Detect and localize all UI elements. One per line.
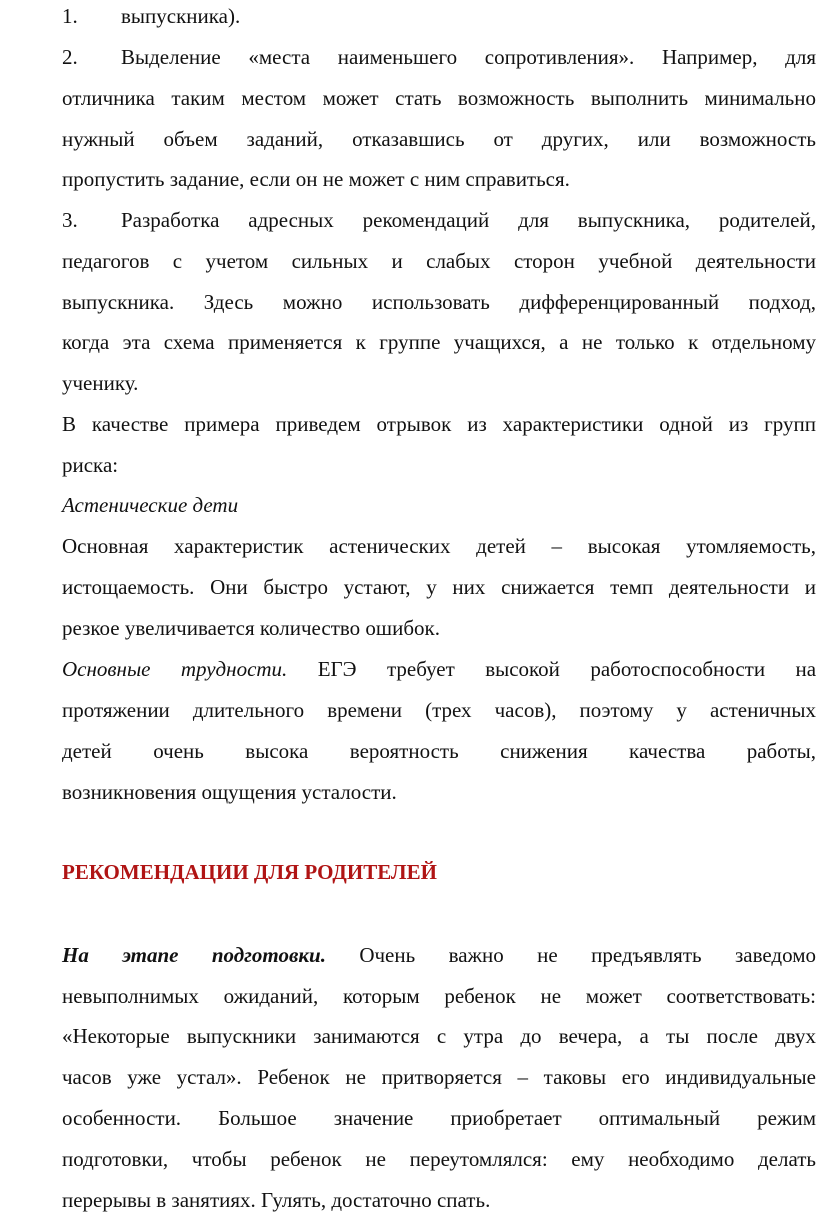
preparation-first-line (62, 942, 816, 968)
paragraph-line: невыполнимых ожиданий, которым ребенок не может соответствовать: (62, 984, 816, 1008)
paragraph-line: подготовки, чтобы ребенок не переутомлялся: ему необходимо делать (62, 1147, 816, 1171)
paragraph-line: истощаемость. Они быстро устают, у них снижается темп деятельности и (62, 575, 816, 599)
paragraph-line: выпускника. Здесь можно использовать дифференцированный подход, (62, 290, 816, 314)
list-item-1 (62, 3, 816, 29)
list-text: выпускника). (121, 4, 241, 28)
paragraph-line: «Некоторые выпускники занимаются с утра до вечера, а ты после двух (62, 1024, 816, 1048)
list-text: Выделение «места наименьшего сопротивления». Например, для (121, 45, 816, 69)
paragraph-line: пропустить задание, если он не может с ним справиться. (62, 167, 570, 191)
paragraph-line: Основная характеристик астенических детей – высокая утомляемость, (62, 534, 816, 558)
paragraph-line: В качестве примера приведем отрывок из характеристики одной из групп (62, 412, 816, 436)
paragraph-line: протяжении длительного времени (трех часов), поэтому у астеничных (62, 698, 816, 722)
difficulties-text: ЕГЭ требует высокой работоспособности на (317, 657, 816, 681)
paragraph-line: педагогов с учетом сильных и слабых сторон учебной деятельности (62, 249, 816, 273)
paragraph-line: когда эта схема применяется к группе учащихся, а не только к отдельному (62, 330, 816, 354)
difficulties-label: Основные трудности. (62, 657, 288, 681)
list-item-3 (62, 207, 816, 233)
list-number: 2. (62, 45, 78, 69)
preparation-text: Очень важно не предъявлять заведомо (359, 943, 816, 967)
section-subtitle: Астенические дети (62, 493, 239, 517)
paragraph-line: ученику. (62, 371, 139, 395)
list-text: Разработка адресных рекомендаций для выпускника, родителей, (121, 208, 816, 232)
paragraph-line: нужный объем заданий, отказавшись от других, или возможность (62, 127, 816, 151)
paragraph-line: детей очень высока вероятность снижения качества работы, (62, 739, 816, 763)
list-number: 3. (62, 208, 78, 232)
paragraph-line: особенности. Большое значение приобретает оптимальный режим (62, 1106, 816, 1130)
list-number: 1. (62, 4, 78, 28)
paragraph-line: риска: (62, 453, 119, 477)
paragraph-line: часов уже устал». Ребенок не притворяется – таковы его индивидуальные (62, 1065, 816, 1089)
section-heading: РЕКОМЕНДАЦИИ ДЛЯ РОДИТЕЛЕЙ (62, 860, 437, 884)
list-item-2 (62, 44, 816, 70)
difficulties-first-line (62, 656, 816, 682)
preparation-label: На этапе подготовки. (62, 943, 326, 967)
paragraph-line: отличника таким местом может стать возможность выполнить минимально (62, 86, 816, 110)
paragraph-line: перерывы в занятиях. Гулять, достаточно спать. (62, 1188, 491, 1212)
paragraph-line: резкое увеличивается количество ошибок. (62, 616, 440, 640)
paragraph-line: возникновения ощущения усталости. (62, 780, 397, 804)
